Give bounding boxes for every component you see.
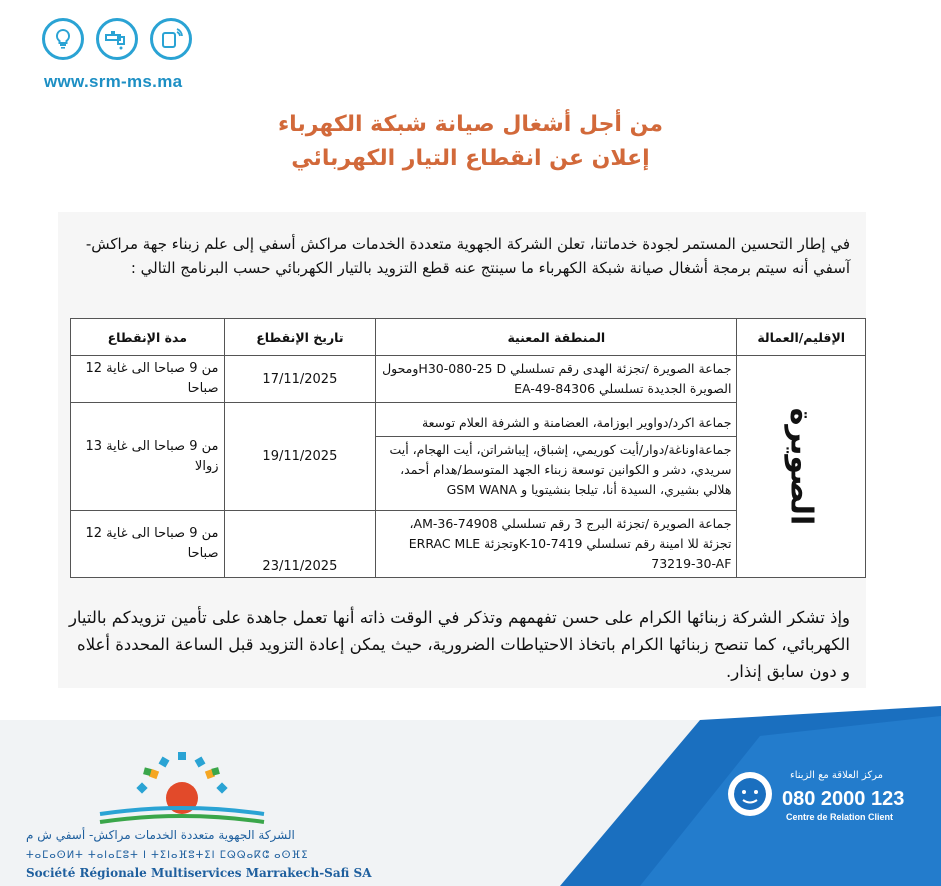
zone-line: جماعة الصويرة /تجزئة الهدى رقم تسلسلي H30-080-25 Dومحول الصويرة الجديدة تسلسلي EA-49-84306 (382, 361, 732, 396)
contact-phone-number[interactable]: 080 2000 123 (782, 788, 905, 810)
zone-cell (376, 403, 737, 511)
zone-line: جماعة اكرد/دواوير ابوزامة، العضامنة و الشرفة العلام توسعة (421, 415, 732, 430)
company-name-fr: Société Régionale Multiservices Marrakech-Safi SA (26, 866, 372, 880)
announcement-titles (0, 108, 941, 176)
duration-cell: من 9 صباحا الى غاية 12 صباحا (71, 511, 225, 578)
company-name-tifinagh: ⵜⴰⵎⴰⵙⵍⵜ ⵜⴰⵏⴰⵎⵓⵜ ⵏ ⵜⵉⵏⴰⴼⵓⵜⵉⵏ ⵎⵕⵕⴰⴽⵛ ⴰⵙⴼⵉ (26, 850, 309, 861)
outage-schedule-table (70, 318, 866, 578)
zone-line: جماعة الصويرة /تجزئة البرج 3 رقم تسلسلي AM-36-74908، تجزئة للا امينة رقم تسلسلي K-10-7419وتجزئة ERRAC MLE 73219-30-AF (408, 516, 732, 571)
region-cell (737, 356, 866, 578)
phone-signal-icon (150, 18, 192, 60)
service-icons (42, 18, 192, 60)
table-row (71, 356, 866, 403)
date-cell: 17/11/2025 (224, 356, 376, 403)
website-url[interactable]: www.srm-ms.ma (44, 72, 183, 91)
contact-label-fr: Centre de Relation Client (786, 812, 894, 822)
company-name-ar: الشركة الجهوية متعددة الخدمات مراكش- أسفي ش م (26, 828, 295, 842)
date-cell: 19/11/2025 (224, 403, 376, 511)
zone-cell (376, 356, 737, 403)
contact-label-ar: مركز العلاقة مع الزبناء (790, 770, 884, 781)
lightbulb-icon (42, 18, 84, 60)
closing-paragraph: وإذ تشكر الشركة زبنائها الكرام على حسن تفهمهم وتذكر في الوقت ذاته أنها تعمل جاهدة على تأمين تزويدكم بالتيار الكهربائي، كما تنصح زبنائها الكرام باتخاذ الاحتياطات الضرورية، حيث يمكن إعادة التزويد قبل الساعة المحددة أعلاه و دون سابق إنذار. (68, 608, 850, 681)
duration-cell: من 9 صباحا الى غاية 13 زوالا (71, 403, 225, 511)
header-duration: مدة الإنقطاع (71, 319, 225, 356)
water-tap-icon (96, 18, 138, 60)
intro-paragraph: في إطار التحسين المستمر لجودة خدماتنا، تعلن الشركة الجهوية متعددة الخدمات مراكش أسفي إلى علم زبناء جهة مراكش- آسفي أنه سيتم برمجة أشغال صيانة شبكة الكهرباء ما سينتج عنه قطع التزويد بالتيار الكهربائي حسب البرنامج التالي : (85, 235, 850, 277)
support-agent-icon (722, 764, 778, 824)
zone-line: جماعةاوناغة/دوار/أيت كوريمي، إشباق، إيباشراتن، أيت الهجام، أيت سريدي، دشر و الكوانين توسعة زبناء الجهد المتوسط/هدام أحمد، هلالي بشيري، السيدة أنا، تيلجا بنشيتويا و GSM WANA (376, 436, 736, 500)
header-region: الإقليم/العمالة (737, 319, 866, 356)
table-header-row (71, 319, 866, 356)
date-cell: 23/11/2025 (224, 511, 376, 578)
zone-cell (376, 511, 737, 578)
header-zone: المنطقة المعنية (376, 319, 737, 356)
title-line-1: من أجل أشغال صيانة شبكة الكهرباء (277, 112, 664, 137)
title-line-2: إعلان عن انقطاع التيار الكهربائي (291, 146, 650, 171)
header-date: تاريخ الإنقطاع (224, 319, 376, 356)
duration-cell: من 9 صباحا الى غاية 12 صباحا (71, 356, 225, 403)
region-name: الصويرة (783, 407, 819, 526)
company-logo (60, 748, 390, 828)
